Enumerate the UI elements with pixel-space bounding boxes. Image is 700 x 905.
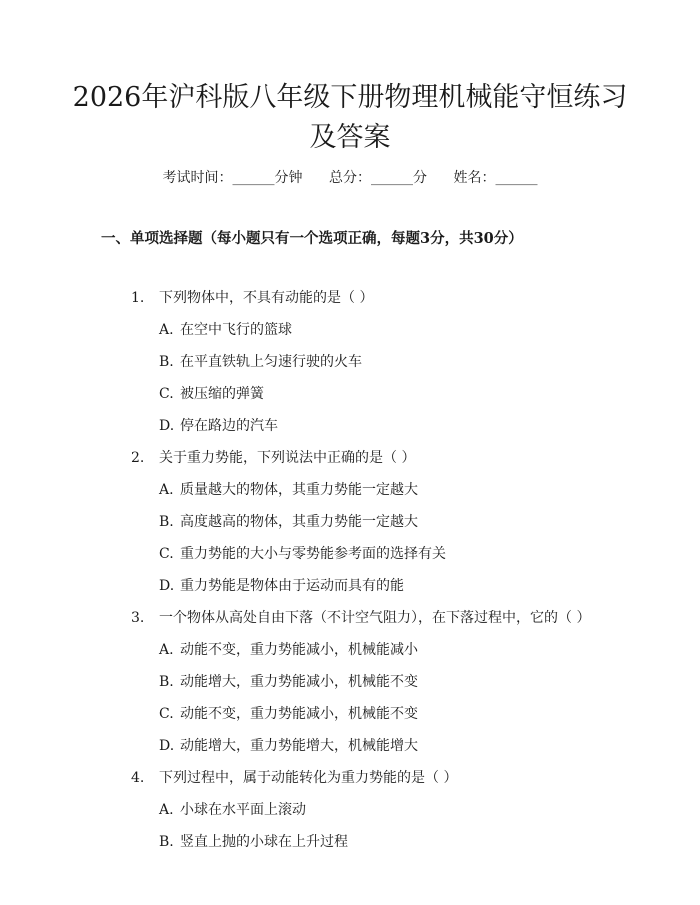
option-letter: A. bbox=[159, 642, 174, 658]
exam-time-field: 考试时间：______分钟 bbox=[162, 170, 303, 186]
name-field: 姓名：______ bbox=[453, 170, 538, 186]
option-text: 动能不变，重力势能减小，机械能减小 bbox=[180, 642, 418, 658]
option-letter: C. bbox=[159, 386, 174, 402]
option-text: 质量越大的物体，其重力势能一定越大 bbox=[180, 482, 418, 498]
question-number: 2. bbox=[131, 450, 145, 466]
option-letter: B. bbox=[159, 834, 174, 850]
option-1b bbox=[159, 352, 362, 372]
question-1 bbox=[131, 288, 373, 308]
question-text: 下列过程中，属于动能转化为重力势能的是（ ） bbox=[159, 770, 458, 786]
total-score-field: 总分：______分 bbox=[329, 170, 427, 186]
option-text: 在空中飞行的篮球 bbox=[180, 322, 292, 338]
option-letter: A. bbox=[159, 482, 174, 498]
option-text: 在平直铁轨上匀速行驶的火车 bbox=[180, 354, 362, 370]
option-text: 小球在水平面上滚动 bbox=[180, 802, 306, 818]
exam-info-line bbox=[0, 168, 700, 188]
section-title: 一、单项选择题（每小题只有一个选项正确，每题3分，共30分） bbox=[101, 230, 523, 247]
question-number: 1. bbox=[131, 290, 145, 306]
question-number: 4. bbox=[131, 770, 145, 786]
option-3a bbox=[159, 640, 418, 660]
option-3b bbox=[159, 672, 418, 692]
option-1a bbox=[159, 320, 292, 340]
option-letter: C. bbox=[159, 706, 174, 722]
option-3c bbox=[159, 704, 418, 724]
option-2b bbox=[159, 512, 418, 532]
question-text: 关于重力势能，下列说法中正确的是（ ） bbox=[159, 450, 416, 466]
option-letter: D. bbox=[159, 738, 175, 754]
option-letter: D. bbox=[159, 418, 175, 434]
option-2d bbox=[159, 576, 404, 596]
option-text: 动能增大，重力势能增大，机械能增大 bbox=[180, 738, 418, 754]
option-letter: B. bbox=[159, 674, 174, 690]
option-text: 重力势能是物体由于运动而具有的能 bbox=[180, 578, 404, 594]
option-letter: C. bbox=[159, 546, 174, 562]
option-4a bbox=[159, 800, 306, 820]
option-letter: B. bbox=[159, 354, 174, 370]
option-text: 被压缩的弹簧 bbox=[180, 386, 264, 402]
option-text: 重力势能的大小与零势能参考面的选择有关 bbox=[180, 546, 446, 562]
option-text: 停在路边的汽车 bbox=[180, 418, 278, 434]
question-number: 3. bbox=[131, 610, 145, 626]
option-text: 高度越高的物体，其重力势能一定越大 bbox=[180, 514, 418, 530]
option-text: 动能不变，重力势能减小，机械能不变 bbox=[180, 706, 418, 722]
option-2a bbox=[159, 480, 418, 500]
question-text: 下列物体中，不具有动能的是（ ） bbox=[159, 290, 374, 306]
option-3d bbox=[159, 736, 418, 756]
option-letter: D. bbox=[159, 578, 175, 594]
option-4b bbox=[159, 832, 348, 852]
option-2c bbox=[159, 544, 446, 564]
option-letter: A. bbox=[159, 802, 174, 818]
option-letter: A. bbox=[159, 322, 174, 338]
page-title: 2026年沪科版八年级下册物理机械能守恒练习及答案 bbox=[72, 82, 628, 153]
option-1c bbox=[159, 384, 264, 404]
option-text: 动能增大，重力势能减小，机械能不变 bbox=[180, 674, 418, 690]
option-letter: B. bbox=[159, 514, 174, 530]
option-text: 竖直上抛的小球在上升过程 bbox=[180, 834, 348, 850]
question-3 bbox=[131, 608, 590, 628]
question-4 bbox=[131, 768, 457, 788]
option-1d bbox=[159, 416, 278, 436]
question-text: 一个物体从高处自由下落（不计空气阻力），在下落过程中，它的（ ） bbox=[159, 610, 591, 626]
question-2 bbox=[131, 448, 415, 468]
